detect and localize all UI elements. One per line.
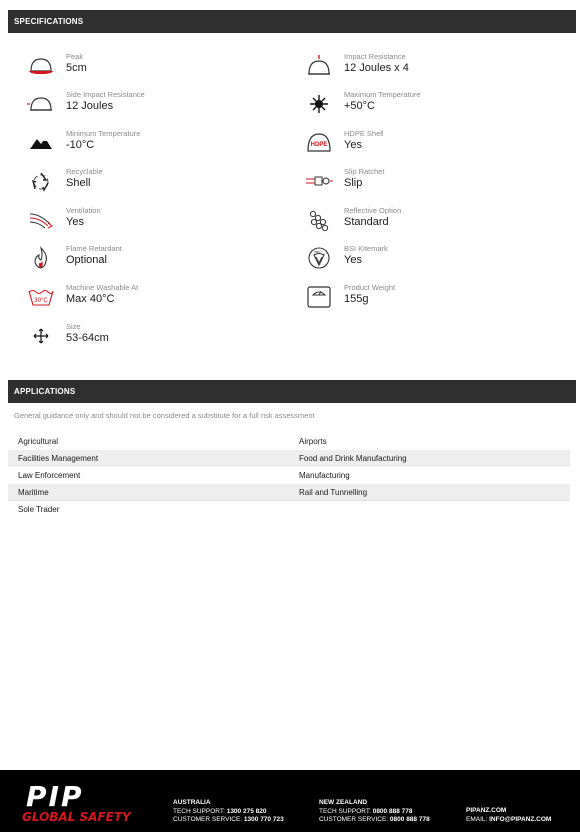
ventilation-icon <box>26 208 56 232</box>
hdpe-shell-icon <box>304 131 334 155</box>
impact-helmet-icon <box>304 54 334 78</box>
spec-side-impact-resistance: Side Impact Resistance 12 Joules <box>26 90 266 124</box>
wash-temp-text: 30°C <box>34 298 48 304</box>
spec-minimum-temperature: Minimum Temperature -10°C <box>26 129 266 163</box>
footer <box>0 770 580 832</box>
table-cell: Facilities Management <box>18 454 99 463</box>
applications-header: APPLICATIONS <box>8 380 576 403</box>
spec-maximum-temperature: Maximum Temperature +50°C <box>304 90 544 124</box>
table-row <box>8 484 570 501</box>
wash-tub-icon <box>26 285 56 309</box>
contact-heading: NEW ZEALAND <box>319 799 368 806</box>
email-link[interactable]: INFO@PIPANZ.COM <box>489 815 552 823</box>
spec-peak: Peak 5cm <box>26 52 266 86</box>
phone-number[interactable]: 1300 275 820 <box>226 807 267 815</box>
size-arrows-icon <box>26 324 56 348</box>
bsi-text: bsi <box>314 249 320 254</box>
phone-number[interactable]: 0800 888 778 <box>389 816 430 823</box>
spec-size: Size 53-64cm <box>26 322 266 356</box>
applications-table <box>8 433 570 518</box>
table-row <box>8 433 570 450</box>
contact-australia: AUSTRALIA TECH SUPPORT: 1300 275 820 CUSTOMER SERVICE: 1300 770 723 <box>173 799 284 823</box>
slip-ratchet-icon <box>304 169 334 193</box>
table-cell: Maritime <box>18 488 49 497</box>
spec-bsi-kitemark: bsi BSI Kitemark Yes <box>304 244 544 278</box>
logo-main-text: PIP <box>26 780 84 813</box>
table-cell: Food and Drink Manufacturing <box>299 454 407 463</box>
sun-heat-icon <box>304 92 334 116</box>
table-cell: Sole Trader <box>18 505 60 514</box>
spec-ventilation: Ventilation Yes <box>26 206 266 240</box>
side-impact-helmet-icon <box>26 92 56 116</box>
mountain-cold-icon <box>26 131 56 155</box>
spec-impact-resistance: Impact Resistance 12 Joules x 4 <box>304 52 544 86</box>
spec-flame-retardant: Flame Retardant Optional <box>26 244 266 278</box>
website-link[interactable]: PIPANZ.COM <box>466 807 507 814</box>
phone-number[interactable]: 0800 888 778 <box>372 807 413 815</box>
table-row <box>8 501 570 518</box>
table-row <box>8 467 570 484</box>
spec-reflective-option: Reflective Option Standard <box>304 206 544 240</box>
logo-sub-text: GLOBAL SAFETY <box>22 810 131 824</box>
reflective-icon <box>304 208 334 232</box>
table-cell: Airports <box>299 437 327 446</box>
table-row <box>8 450 570 467</box>
table-cell: Law Enforcement <box>18 471 81 480</box>
contact-heading: AUSTRALIA <box>173 799 211 806</box>
specifications-header: SPECIFICATIONS <box>8 10 576 33</box>
table-cell: Rail and Tunnelling <box>299 488 368 497</box>
contact-web: PIPANZ.COM EMAIL: INFO@PIPANZ.COM <box>466 807 552 823</box>
flame-icon <box>26 246 56 270</box>
table-cell: Manufacturing <box>299 471 350 480</box>
pip-global-safety-logo <box>22 782 152 824</box>
contact-new-zealand: NEW ZEALAND TECH SUPPORT: 0800 888 778 CUSTOMER SERVICE: 0800 888 778 <box>319 799 430 823</box>
applications-disclaimer: General guidance only and should not be considered a substitute for a full risk assessment <box>14 411 315 420</box>
hdpe-text: HDPE <box>310 142 328 148</box>
spec-machine-washable: 30°C Machine Washable At Max 40°C <box>26 283 266 317</box>
spec-recyclable: Recyclable Shell <box>26 167 266 201</box>
weight-scale-icon <box>304 285 334 309</box>
peak-helmet-icon <box>26 54 56 78</box>
spec-hdpe-shell: HDPE HDPE Shell Yes <box>304 129 544 163</box>
recycle-icon <box>26 169 56 193</box>
spec-product-weight: Product Weight 155g <box>304 283 544 317</box>
phone-number[interactable]: 1300 770 723 <box>243 816 284 823</box>
bsi-kitemark-icon <box>304 246 334 270</box>
table-cell: Agricultural <box>18 437 59 446</box>
spec-slip-ratchet: Slip Ratchet Slip <box>304 167 544 201</box>
